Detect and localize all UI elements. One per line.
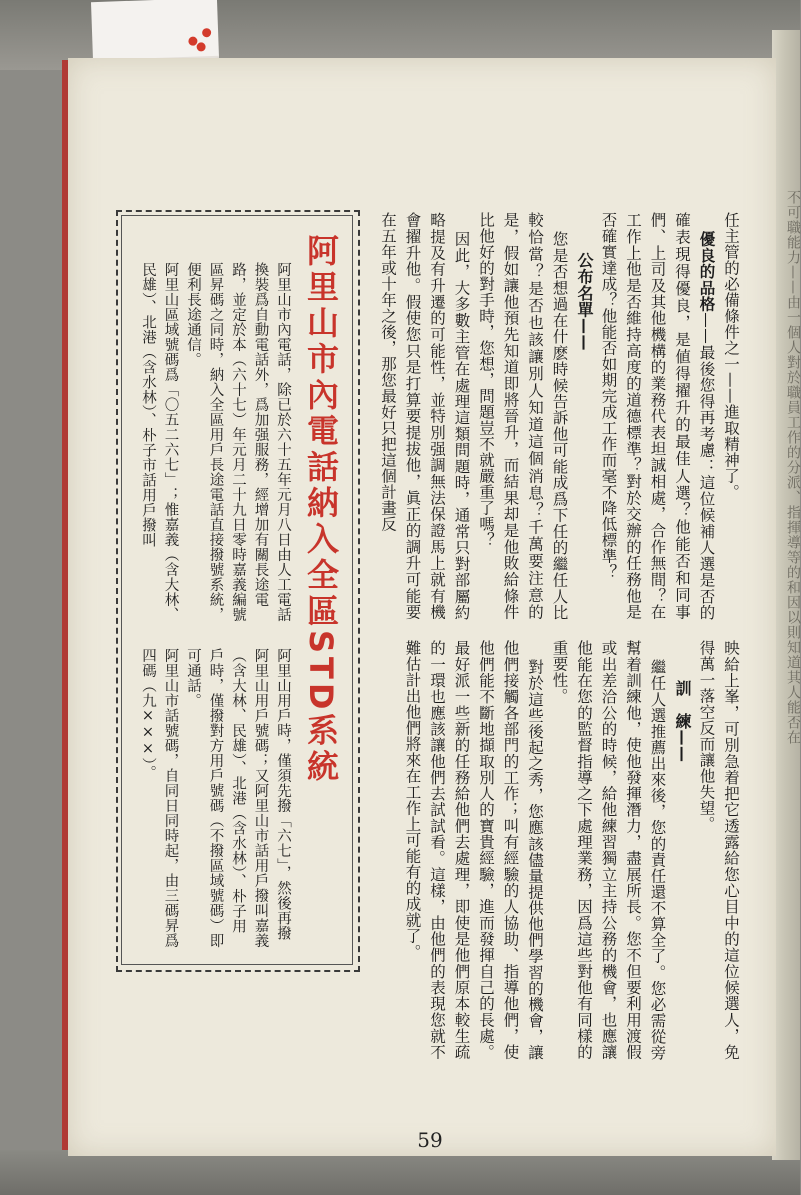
page-number: 59 <box>417 1128 443 1152</box>
red-dot-sticker <box>91 0 219 62</box>
notice-title: 阿里山市內電話納入全區STD系統 <box>302 234 340 786</box>
notice-paragraph-3: 阿里山用戶時，僅須先撥「六七」，然後再撥阿里山用戶號碼；又阿里山市話用戶撥叫嘉義（含大林、民雄）、北港（含水林）、朴子用戶時，僅撥對方用戶號碼（不撥區域號碼）即可通話。 <box>185 648 291 948</box>
background-bottom <box>0 1150 800 1195</box>
announce-paragraph-2: 因此，大多數主管在處理這類問題時，通常只對部屬約略提及有升遷的可能性，並特別强調無法保證馬上就有機會擢升他。假使您只是打算要提拔他，眞正的調升可能要在五年或十年之後，那您最好只把這個計畫反 <box>379 212 471 620</box>
quality-label: 優良的品格 <box>697 230 716 312</box>
continuation-paragraph: 映給上峯，可別急着把它透露給您心目中的這位候選人，免得萬一落空反而讓他失望。 <box>697 640 740 1060</box>
announce-heading: 公布名單—— <box>575 252 594 351</box>
article-upper-block <box>369 212 743 620</box>
article-intro-paragraph: 任主管的必備條件之一——進取精神了。 <box>722 212 740 500</box>
notice-upper-block <box>126 262 294 632</box>
training-paragraph-1: 繼任人選推薦出來後，您的責任還不算全了。您必需從旁幫着訓練他，使他發揮潛力，盡展所長。您不但要利用渡假或出差洽公的時候，給他練習獨立主持公務的機會，也應讓他能在您的監督指導之下處理業務，因爲這些對他有同樣的重要性。 <box>550 640 667 1060</box>
notice-paragraph-4: 阿里山市話號碼，自同日同時起，由三碼昇爲四碼（九×××）。 <box>140 648 179 948</box>
training-paragraph-2: 對於這些後起之秀，您應該儘量提供他們學習的機會，讓他們接觸各部門的工作；叫有經驗的人協助、指導他們，使他們能不斷地擷取別人的寶貴經驗，進而發揮自己的長處。最好派一些新的任務給他們去處理，即使是他們原本較生疏的一環也應該讓他們去試試看。這樣，由他們的表現您就不難估計出他們將來在工作上可能有的成就了。 <box>403 640 544 1060</box>
quality-text: ——最後您得再考慮：這位候補人選是否的確表現得優良，是値得擢升的最佳人選？他能否和同事們、上司及其他機構的業務代表坦誠相處，合作無間？在工作上他是否維持高度的道德標準？對於交辦的任務他是否確實達成？他能否如期完成工作而毫不降低標準？ <box>599 212 716 621</box>
adjacent-page-text: 不可職能力——由一個人對於職員工作的分派、指揮導等的和因以則知道其人能否在 <box>785 190 801 745</box>
article-lower-block <box>369 640 743 1060</box>
notice-lower-block <box>126 648 294 948</box>
quality-paragraph <box>596 212 719 620</box>
training-heading: 訓 練—— <box>673 680 692 763</box>
announce-paragraph-1: 您是否想過在什麽時候告訴他可能成爲下任的繼任人比較恰當？是否也該讓別人知道這個消息？千萬要注意的是，假如讓他預先知道即將晉升，而結果却是他敗給條件比他好的對手時，您想，問題豈不就嚴重了嗎？ <box>477 212 569 620</box>
notice-paragraph-1: 阿里山市內電話，除已於六十五年元月八日由人工電話換裝爲自動電話外，爲加强服務，經增加有關長途電路，並定於本（六十七）年元月二十九日零時嘉義編號區昇碼之同時，納入全區用戶長途電話直接撥號系統，便利長途通信。 <box>185 262 291 622</box>
notice-paragraph-2: 阿里山區域號碼爲「〇五二六七」；惟嘉義（含大林、民雄）、北港（含水林）、朴子市話用戶撥叫 <box>140 262 179 622</box>
